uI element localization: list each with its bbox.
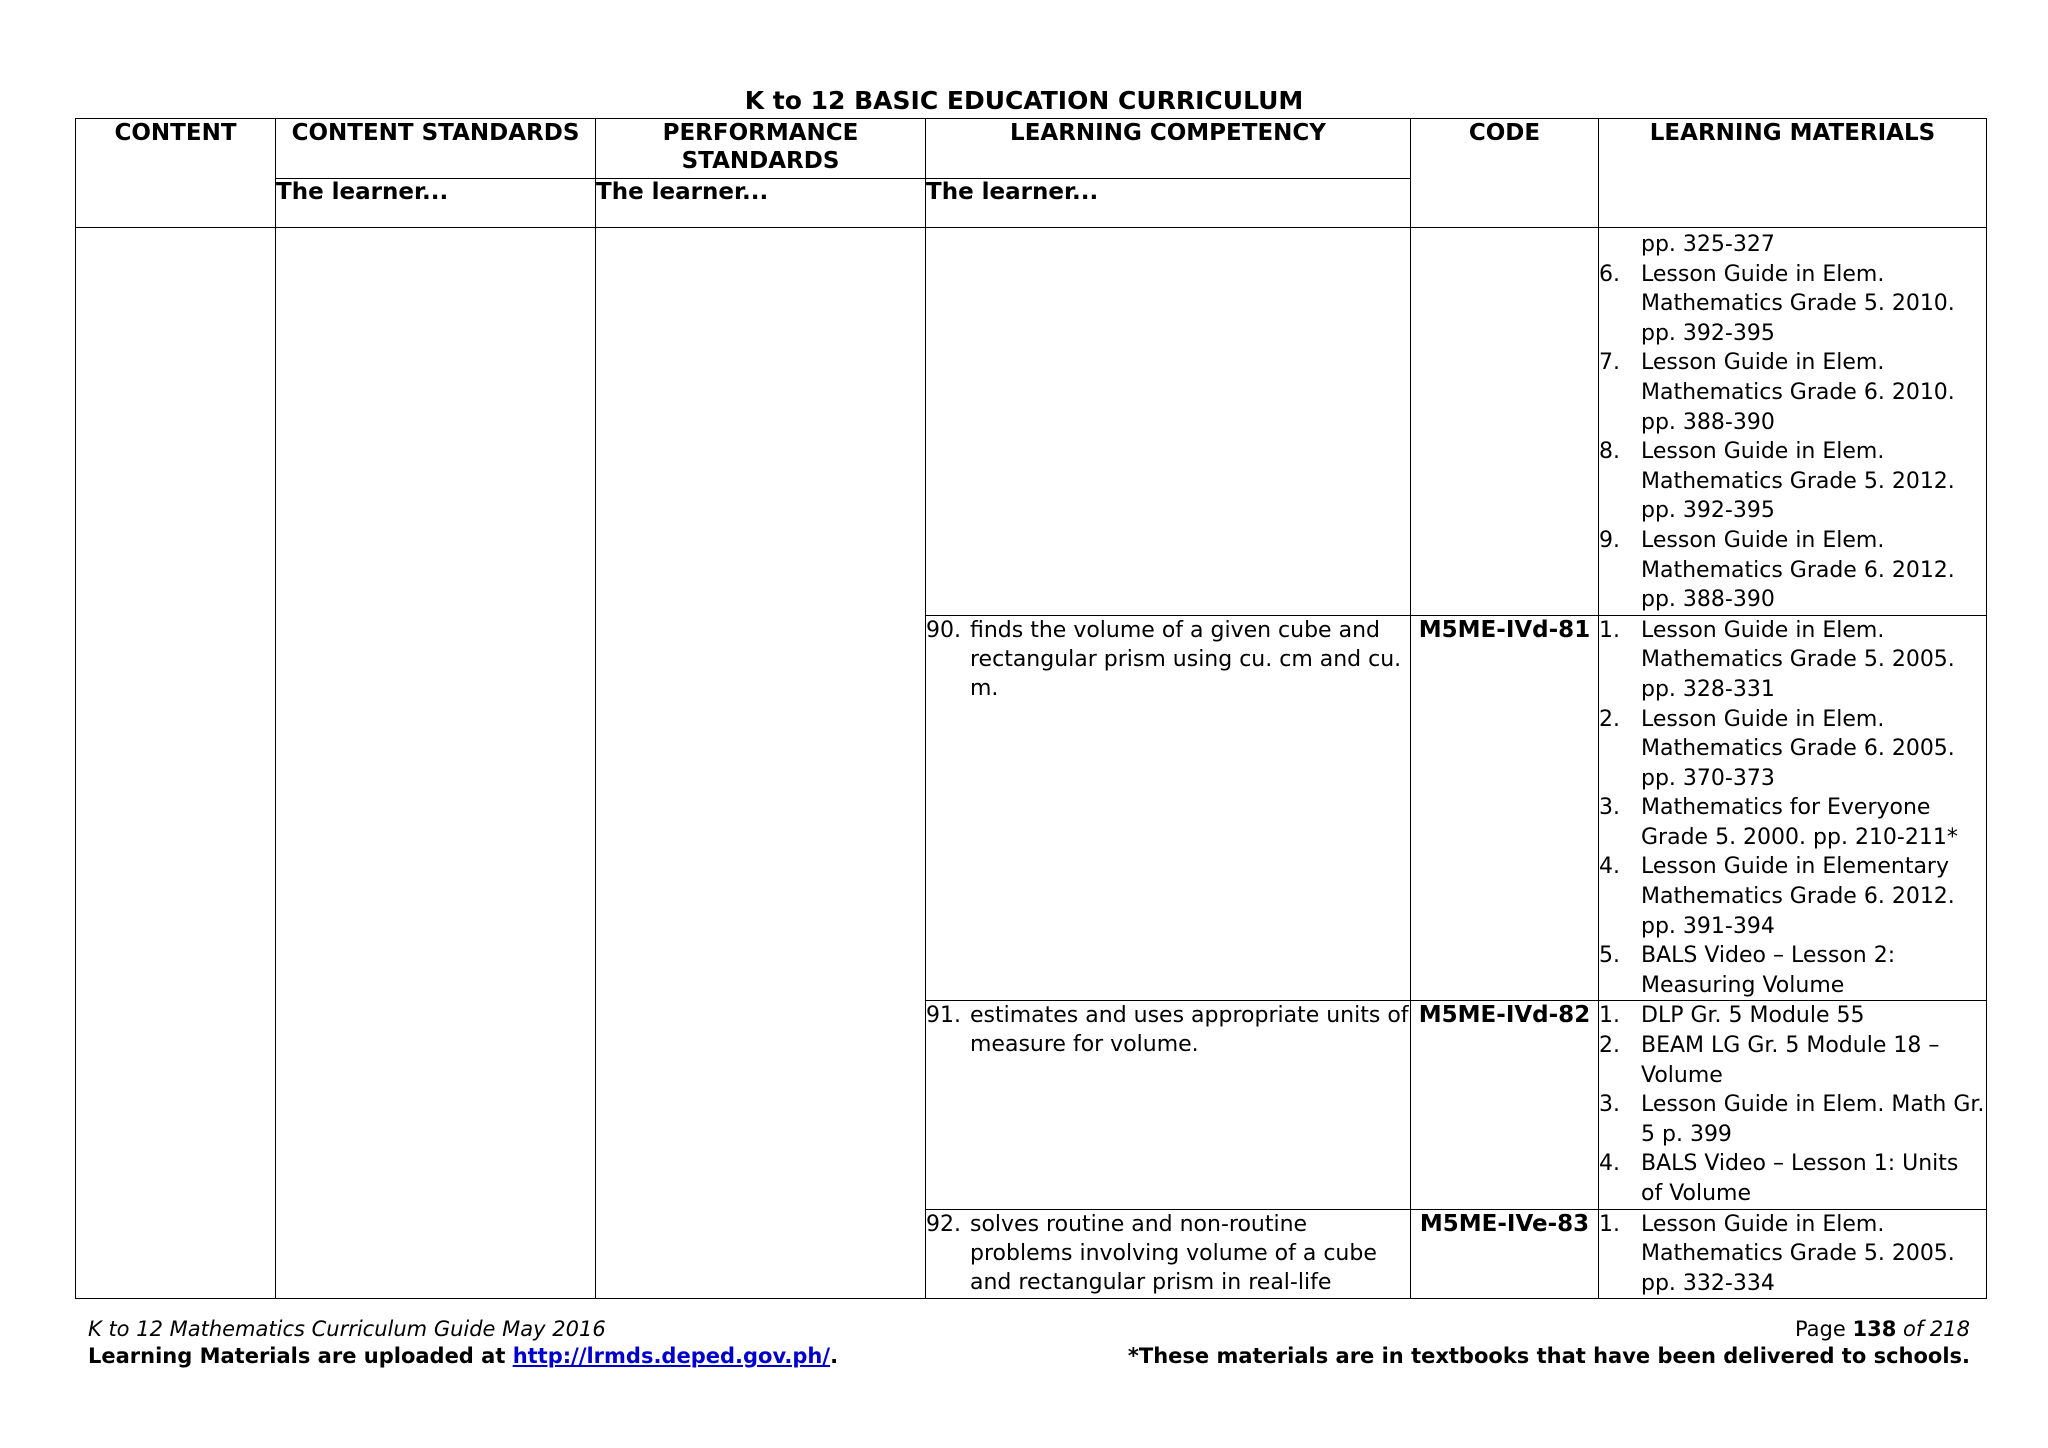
list-item: 2. Lesson Guide in Elem. Mathematics Grade 6. 2005. pp. 370-373	[1599, 706, 1955, 791]
list-item: 3. Mathematics for Everyone Grade 5. 2000. pp. 210-211*	[1599, 795, 1958, 850]
list-item: 5. BALS Video – Lesson 2: Measuring Volume	[1599, 943, 1896, 998]
competency-cell-91	[926, 1001, 1411, 1209]
code-cell-83: M5ME-IVe-83	[1411, 1209, 1599, 1299]
header-performance-standards: PERFORMANCE STANDARDS	[596, 119, 926, 179]
list-item: 9. Lesson Guide in Elem. Mathematics Grade 6. 2012. pp. 388-390	[1599, 527, 1955, 613]
lrmds-link[interactable]: http://lrmds.deped.gov.ph/	[512, 1344, 831, 1368]
competency-text: solves routine and non-routine problems involving volume of a cube and rectangular prism in real-life	[970, 1211, 1377, 1295]
competency-number: 91.	[926, 1003, 961, 1029]
textbook-note: *These materials are in textbooks that have been delivered to schools.	[1127, 1344, 1970, 1368]
list-item: 4. Lesson Guide in Elementary Mathematics Grade 6. 2012. pp. 391-394	[1599, 854, 1955, 939]
competency-text: finds the volume of a given cube and rectangular prism using cu. cm and cu. m.	[970, 617, 1402, 701]
list-item: 6. Lesson Guide in Elem. Mathematics Grade 5. 2010. pp. 392-395	[1599, 261, 1955, 346]
list-item: 8. Lesson Guide in Elem. Mathematics Grade 5. 2012. pp. 392-395	[1599, 439, 1955, 524]
footer-left	[88, 1316, 838, 1370]
content-standards-learner: The learner...	[276, 179, 596, 228]
curriculum-guide-label: K to 12 Mathematics Curriculum Guide May 2016	[88, 1317, 606, 1341]
code-cell-81: M5ME-IVd-81	[1411, 615, 1599, 1001]
learning-competency-learner: The learner...	[926, 179, 1411, 228]
materials-cell-92	[1599, 1209, 1987, 1299]
competency-text: estimates and uses appropriate units of measure for volume.	[970, 1003, 1409, 1058]
materials-cell-90	[1599, 615, 1987, 1001]
list-item: 2. BEAM LG Gr. 5 Module 18 – Volume	[1599, 1033, 1940, 1088]
competency-cell-90	[926, 615, 1411, 1001]
document-title: K to 12 BASIC EDUCATION CURRICULUM	[744, 86, 1304, 115]
list-item: 1. DLP Gr. 5 Module 55	[1599, 1003, 1865, 1029]
performance-standards-learner: The learner...	[596, 179, 926, 228]
list-item: 4. BALS Video – Lesson 1: Units of Volume	[1599, 1151, 1959, 1206]
header-content-standards: CONTENT STANDARDS	[276, 119, 596, 179]
content-cell	[76, 228, 276, 1299]
list-item: 7. Lesson Guide in Elem. Mathematics Grade 6. 2010. pp. 388-390	[1599, 350, 1955, 435]
header-learning-materials: LEARNING MATERIALS	[1599, 119, 1987, 228]
footer-right	[1128, 1316, 1970, 1370]
performance-standards-cell	[596, 228, 926, 1299]
header-code: CODE	[1411, 119, 1599, 228]
materials-cell-91	[1599, 1001, 1987, 1209]
header-learning-competency: LEARNING COMPETENCY	[926, 119, 1411, 179]
curriculum-table	[75, 118, 1987, 1299]
content-standards-cell	[276, 228, 596, 1299]
list-item: 1. Lesson Guide in Elem. Mathematics Grade 5. 2005. pp. 328-331	[1599, 617, 1955, 702]
materials-continued-text: pp. 325-327	[1641, 232, 1775, 257]
competency-cell-empty	[926, 228, 1411, 616]
competency-number: 92.	[926, 1211, 961, 1237]
upload-note: Learning Materials are uploaded at http://lrmds.deped.gov.ph/.	[88, 1344, 839, 1368]
code-cell-82: M5ME-IVd-82	[1411, 1001, 1599, 1209]
list-item: 1. Lesson Guide in Elem. Mathematics Grade 5. 2005. pp. 332-334	[1599, 1211, 1955, 1296]
list-item: 3. Lesson Guide in Elem. Math Gr. 5 p. 399	[1599, 1092, 1985, 1147]
competency-number: 90.	[926, 617, 961, 643]
header-content: CONTENT	[76, 119, 276, 228]
materials-cell-continued	[1599, 228, 1987, 616]
competency-cell-92	[926, 1209, 1411, 1299]
page-number: Page 138 of 218	[1794, 1317, 1970, 1341]
code-cell-empty	[1411, 228, 1599, 616]
